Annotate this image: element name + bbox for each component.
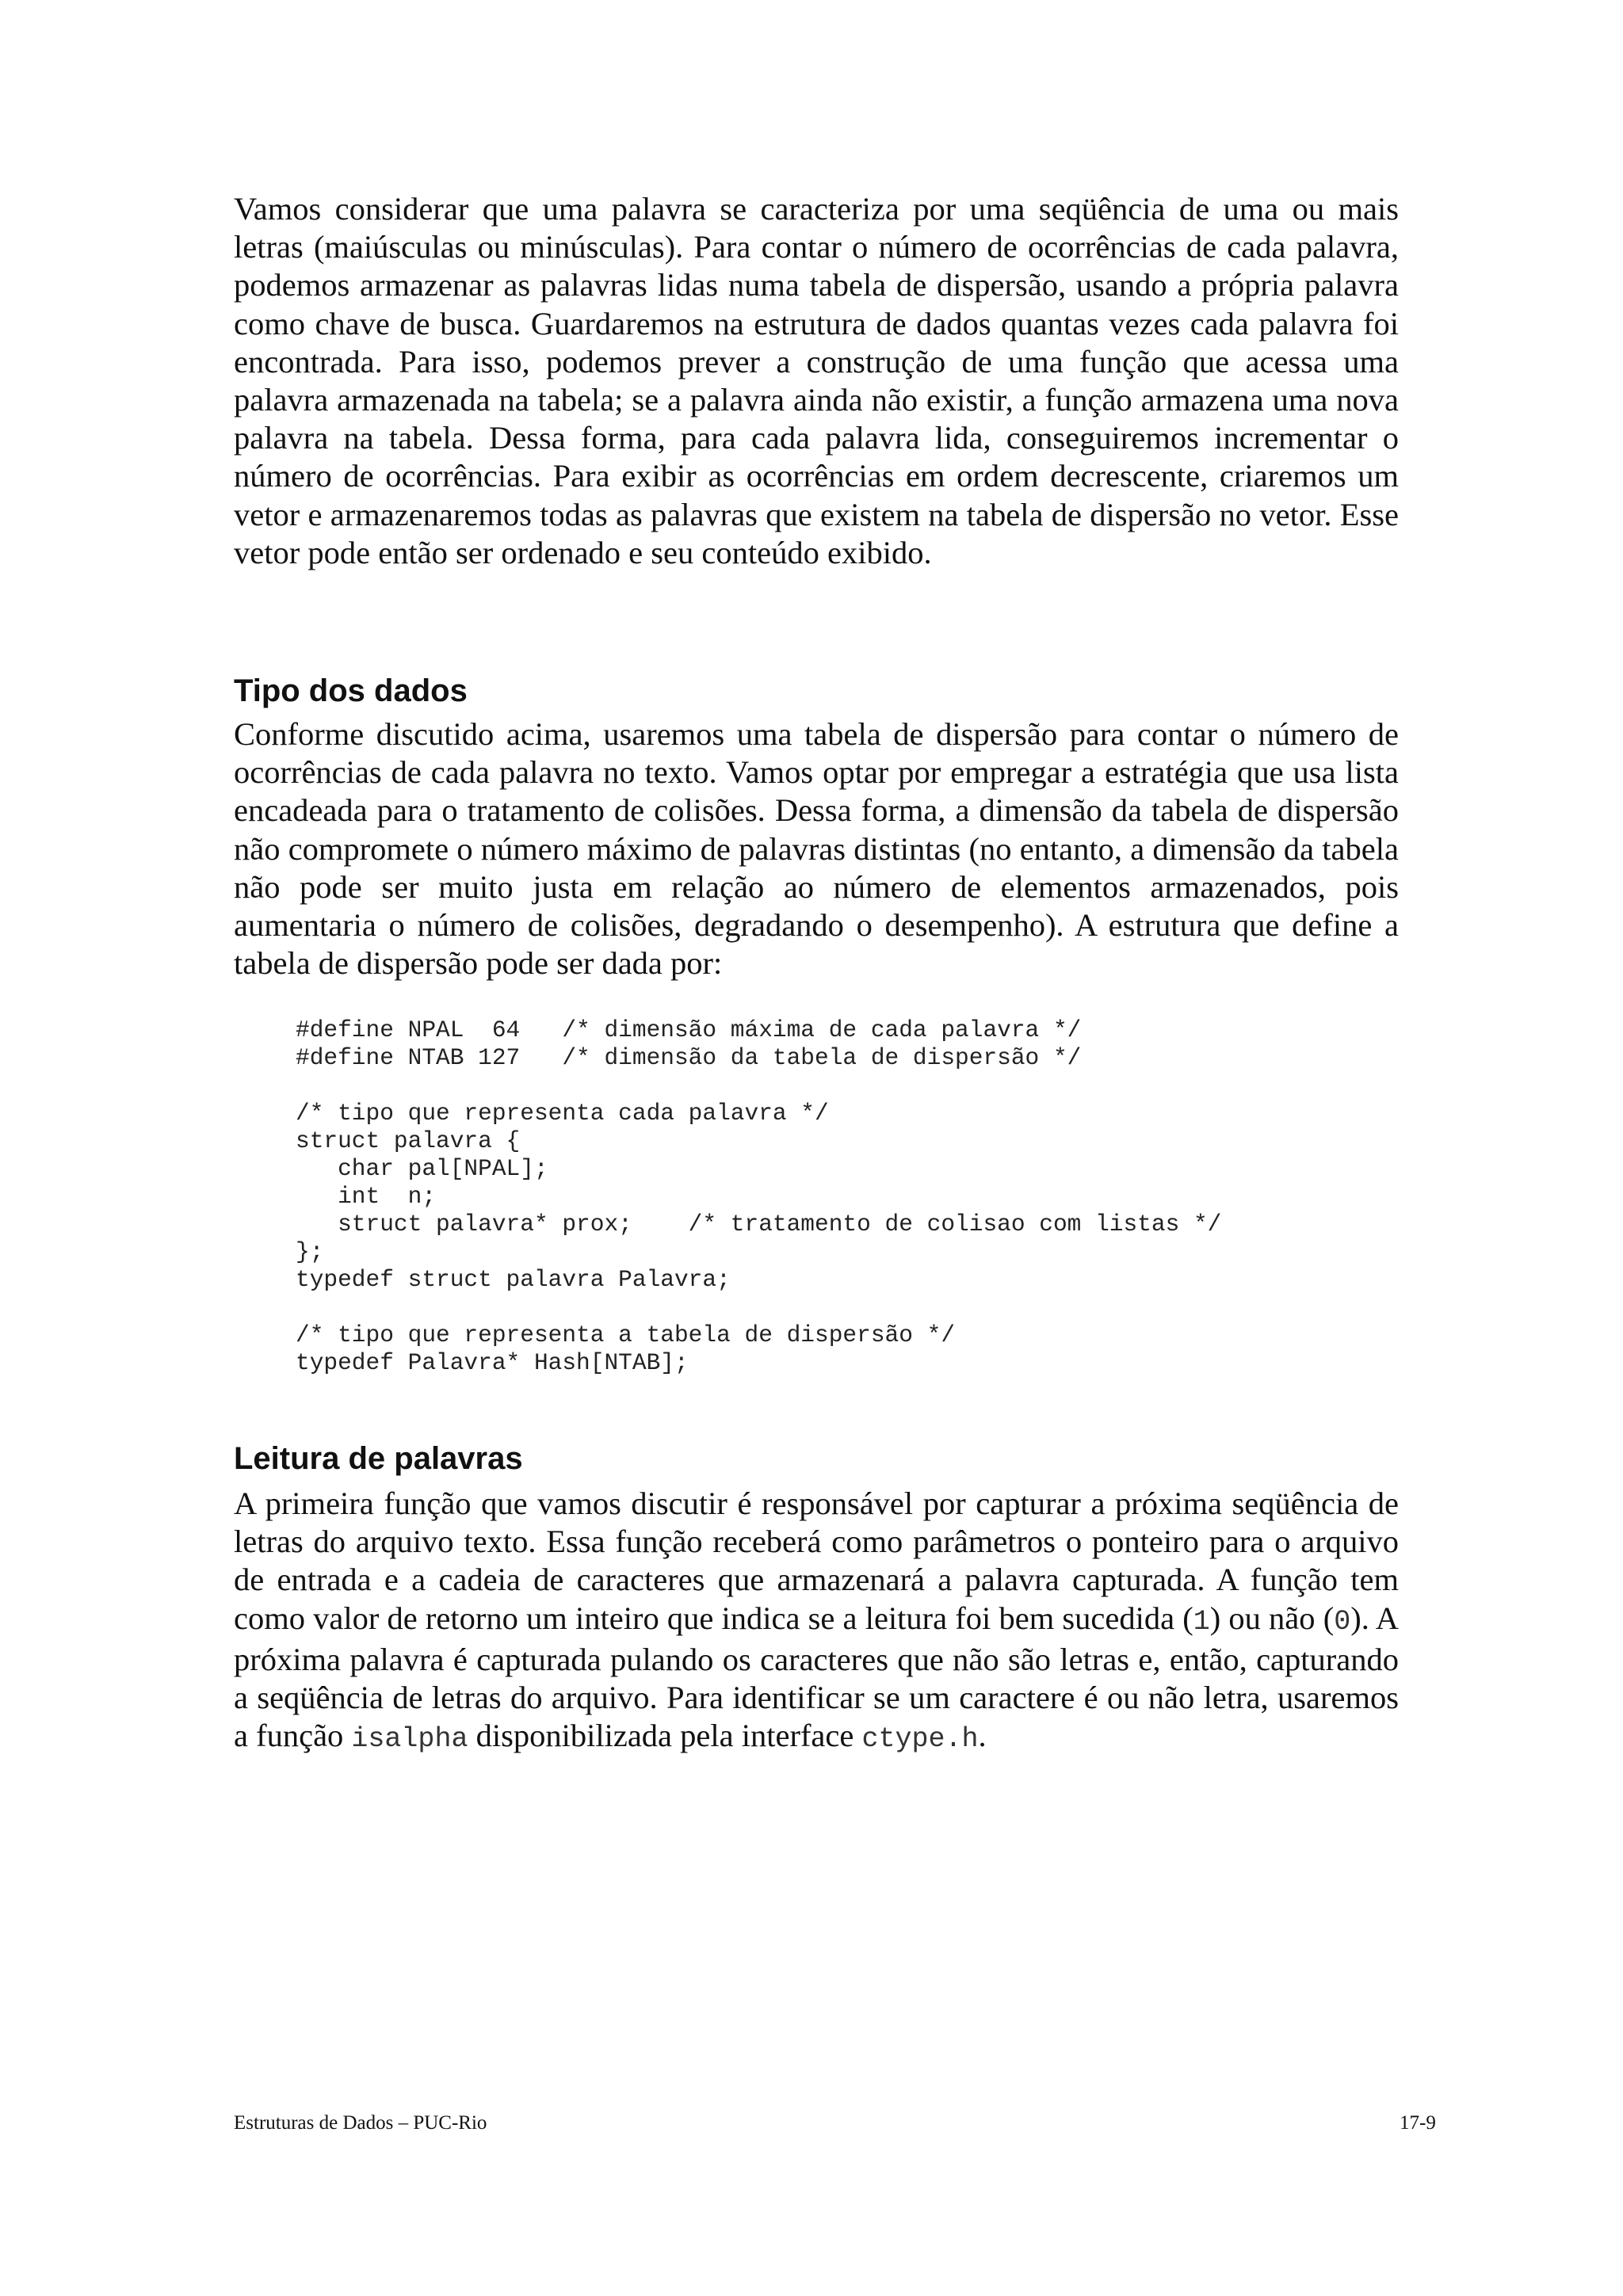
leitura-text-2: ) ou não ( xyxy=(1209,1600,1335,1636)
inline-code-ctype: ctype.h xyxy=(861,1723,979,1756)
intro-paragraph: Vamos considerar que uma palavra se caracteriza por uma seqüência de uma ou mais letras (maiúsculas ou minúsculas). Para contar o número de ocorrências de cada palavra, podemos armazenar as palavras lidas numa tabela de dispersão, usando a própria palavra como chave de busca. Guardaremos na estrutura de dados quantas vezes cada palavra foi encontrada. Para isso, podemos prever a construção de uma função que acessa uma palavra armazenada na tabela; se a palavra ainda não existir, a função armazena uma nova palavra na tabela. Dessa forma, para cada palavra lida, conseguiremos incrementar o número de ocorrências. Para exibir as ocorrências em ordem decrescente, criaremos um vetor e armazenaremos todas as palavras que existem na tabela de dispersão no vetor. Esse vetor pode então ser ordenado e seu conteúdo exibido. xyxy=(234,191,1399,570)
tipo-dos-dados-paragraph: Conforme discutido acima, usaremos uma tabela de dispersão para contar o número de ocorrências de cada palavra no texto. Vamos optar por empregar a estratégia que usa lista encadeada para o tratamento de colisões. Dessa forma, a dimensão da tabela de dispersão não compromete o número máximo de palavras distintas (no entanto, a dimensão da tabela não pode ser muito justa em relação ao número de elementos armazenados, pois aumentaria o número de colisões, degradando o desempenho). A estrutura que define a tabela de dispersão pode ser dada por: xyxy=(234,716,1399,982)
footer-page-number: 17-9 xyxy=(1400,2112,1436,2134)
heading-leitura-de-palavras: Leitura de palavras xyxy=(234,1441,523,1476)
leitura-text-3: ). A próxima palavra é capturada pulando os caracteres que não são letras e, então, capturando a seqüência de letras do arquivo. Para identificar se um caractere é ou não letra, usaremos a função xyxy=(234,1600,1400,1754)
inline-code-zero: 0 xyxy=(1334,1605,1351,1638)
inline-code-isalpha: isalpha xyxy=(351,1723,468,1756)
leitura-de-palavras-paragraph xyxy=(234,1485,1399,1758)
leitura-text-5: . xyxy=(978,1718,987,1754)
heading-tipo-dos-dados: Tipo dos dados xyxy=(234,673,468,708)
hash-struct-code-block: #define NPAL 64 /* dimensão máxima de cada palavra */ #define NTAB 127 /* dimensão da tabela de dispersão */ /* tipo que representa cada palavra */ struct palavra { char pal[NPAL]; int n; struct palavra* prox; /* tratamento de colisao com listas */ }; typedef struct palavra Palavra; /* tipo que representa a tabela de dispersão */ typedef Palavra* Hash[NTAB]; xyxy=(296,1016,1222,1376)
footer-course-title: Estruturas de Dados – PUC-Rio xyxy=(234,2112,487,2134)
leitura-text-1: A primeira função que vamos discutir é responsável por capturar a próxima seqüência de letras do arquivo texto. Essa função receberá como parâmetros o ponteiro para o arquivo de entrada e a cadeia de caracteres que armazenará a palavra capturada. A função tem como valor de retorno um inteiro que indica se a leitura foi bem sucedida ( xyxy=(234,1486,1399,1636)
leitura-text-4: disponibilizada pela interface xyxy=(468,1718,862,1754)
inline-code-one: 1 xyxy=(1193,1605,1210,1638)
